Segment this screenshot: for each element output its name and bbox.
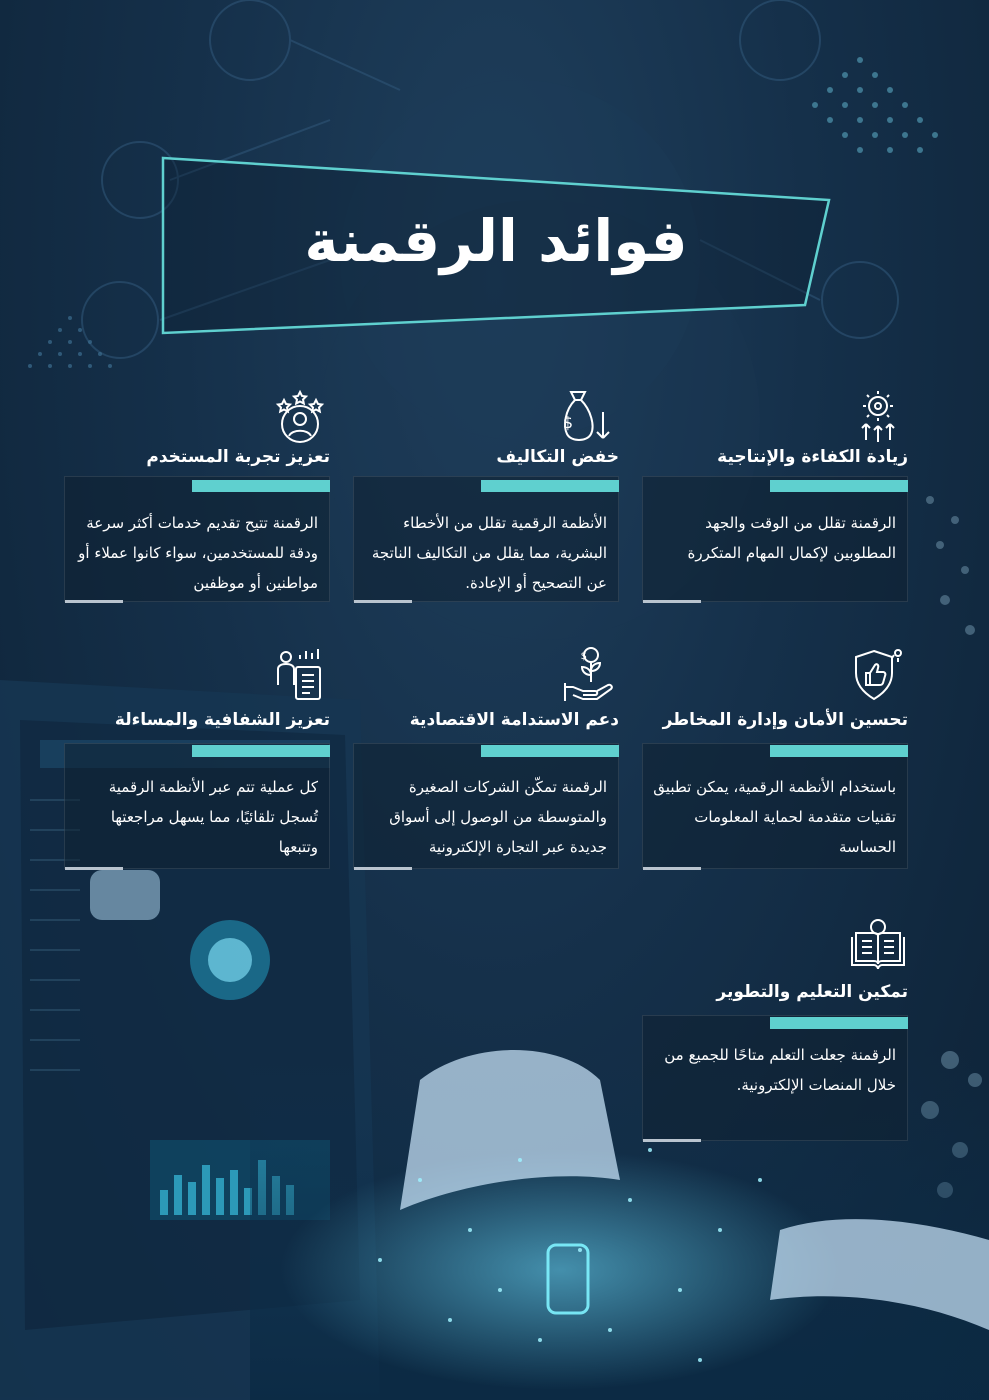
accent-bar xyxy=(192,745,330,757)
person-clipboard-chart-icon xyxy=(270,645,330,705)
benefit-text: الأنظمة الرقمية تقلل من الأخطاء البشرية، مما يقلل من التكاليف الناتجة عن التصحيح أو الإعادة. xyxy=(371,514,607,592)
benefit-card-user-experience xyxy=(64,388,330,620)
benefit-card-education xyxy=(642,917,908,1149)
hand-plant-dollar-icon xyxy=(559,645,619,705)
benefit-text: الرقمنة تقلل من الوقت والجهد المطلوبين لإكمال المهام المتكررة xyxy=(687,514,896,562)
benefit-card-security xyxy=(642,645,908,877)
accent-bar xyxy=(770,1017,908,1029)
svg-text:$: $ xyxy=(562,413,573,432)
benefit-text: الرقمنة تمكّن الشركات الصغيرة والمتوسطة من الوصول إلى أسواق جديدة عبر التجارة الإلكترونية xyxy=(389,778,607,856)
benefit-title: خفض التكاليف xyxy=(496,447,619,467)
book-brain-icon xyxy=(848,917,908,977)
accent-bar xyxy=(770,745,908,757)
accent-bar xyxy=(481,480,619,492)
benefit-title: تعزيز تجربة المستخدم xyxy=(146,447,330,467)
benefit-card-efficiency xyxy=(642,388,908,620)
user-stars-icon xyxy=(270,388,330,448)
benefit-text: الرقمنة جعلت التعلم متاحًا للجميع من خلال المنصات الإلكترونية. xyxy=(664,1046,896,1094)
benefit-card-sustainability xyxy=(353,645,619,877)
benefit-text: الرقمنة تتيح تقديم خدمات أكثر سرعة ودقة للمستخدمين، سواء كانوا عملاء أو مواطنين أو موظفين xyxy=(78,514,318,592)
benefit-title: تحسين الأمان وإدارة المخاطر xyxy=(662,710,908,730)
svg-text:$: $ xyxy=(580,651,587,662)
accent-bar xyxy=(770,480,908,492)
benefit-card-cost xyxy=(353,388,619,620)
benefit-text: كل عملية تتم عبر الأنظمة الرقمية تُسجل تلقائيًا، مما يسهل مراجعتها وتتبعها xyxy=(108,778,318,856)
accent-bar xyxy=(192,480,330,492)
accent-bar xyxy=(481,745,619,757)
page-title: فوائد الرقمنة xyxy=(304,207,688,275)
shield-thumbs-up-icon xyxy=(848,645,908,705)
money-bag-down-arrow-icon xyxy=(559,388,619,448)
benefit-title: زيادة الكفاءة والإنتاجية xyxy=(717,447,908,467)
benefit-text: باستخدام الأنظمة الرقمية، يمكن تطبيق تقنيات متقدمة لحماية المعلومات الحساسة xyxy=(653,778,896,856)
benefit-title: تمكين التعليم والتطوير xyxy=(716,982,908,1002)
benefit-card-transparency xyxy=(64,645,330,877)
benefit-title: تعزيز الشفافية والمساءلة xyxy=(114,710,330,730)
benefit-title: دعم الاستدامة الاقتصادية xyxy=(409,710,619,730)
efficiency-gear-arrows-icon xyxy=(848,388,908,448)
